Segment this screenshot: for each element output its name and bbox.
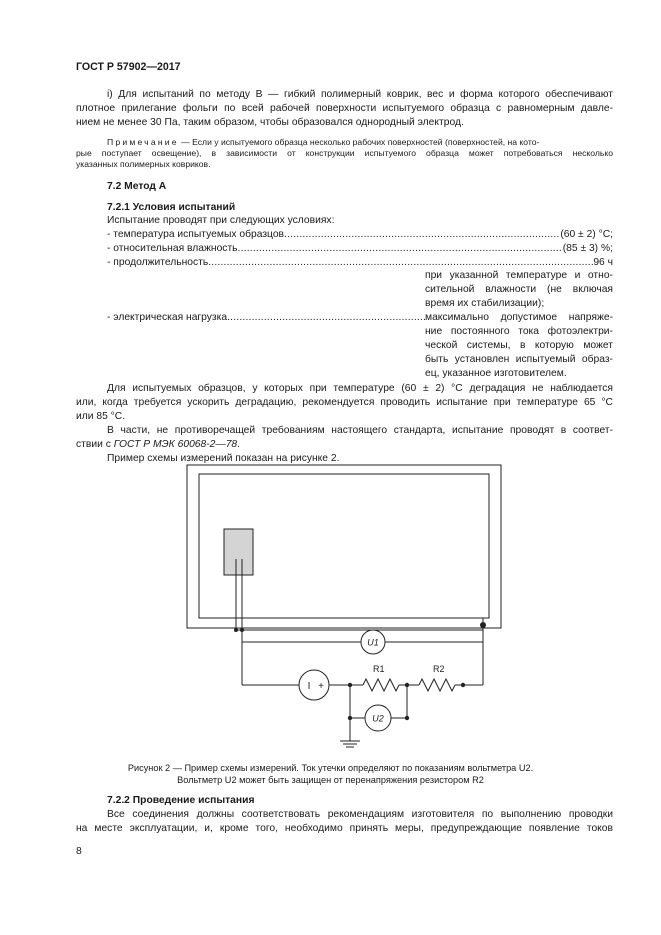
junction-box (224, 529, 253, 575)
source-minus-label: I (307, 681, 311, 692)
u1-label: U1 (367, 637, 379, 648)
source-plus-label: + (318, 681, 324, 692)
note-line-2: рые поступает освещение), в зависимости от конструкции испытуемого образца может потребоваться несколько (76, 148, 613, 158)
junction-dot-left (348, 683, 352, 687)
load-note-1: максимально допустимое напряже- (425, 312, 613, 323)
condition-temperature-label: - температура испытуемых образцов (107, 229, 285, 240)
page-number: 8 (76, 846, 82, 857)
paragraph-2-line-3: или 85 °С. (76, 411, 126, 422)
junction-dot-u2-right (405, 716, 409, 720)
section-7-2-2-line-2: на месте эксплуатации, и, кроме того, необходимо принять меры, предупреждающие появление токов (76, 823, 613, 834)
resistor-r2 (419, 679, 455, 691)
document-id: ГОСТ Р 57902—2017 (76, 61, 181, 73)
intro-line-2: плотное прилегание фольги по всей рабочей поверхности испытуемого образца с равномерным давле- (76, 103, 613, 114)
note-text-1: — Если у испытуемого образца несколько рабочих поверхностей (поверхностей, на кото- (178, 137, 540, 147)
condition-load-label: - электрическая нагрузка (107, 312, 228, 323)
note-label: Примечание (107, 137, 179, 147)
section-7-2-1-title: 7.2.1 Условия испытаний (107, 202, 236, 213)
r2-label: R2 (433, 664, 445, 674)
section-7-2-2-line-1: Все соединения должны соответствовать рекомендациям изготовителя по выполнению проводки (107, 809, 613, 820)
load-note-4: быть установлен испытуемый образ- (425, 354, 613, 365)
figure-intro: Пример схемы измерений показан на рисунке 2. (107, 453, 340, 464)
junction-dot-top-right (480, 622, 486, 628)
duration-note-2: сительной влажности (не включая (425, 284, 613, 295)
section-7-2-2-title: 7.2.2 Проведение испытания (107, 795, 255, 806)
intro-line-1: i) Для испытаний по методу В — гибкий полимерный коврик, вес и форма которого обеспечивают (107, 89, 613, 100)
load-note-3: ческой системы, в которую может (425, 340, 613, 351)
paragraph-2-line-1: Для испытуемых образцов, у которых при температуре (60 ± 2) °С деградация не наблюдается (107, 383, 613, 394)
junction-dot-u2-left (348, 716, 352, 720)
condition-duration-label: - продолжительность (107, 257, 209, 268)
section-7-2-title: 7.2 Метод А (107, 181, 167, 192)
paragraph-3-text: ствии с (76, 439, 114, 450)
standard-reference-link[interactable]: ГОСТ Р МЭК 60068-2—78 (113, 439, 238, 450)
intro-line-3: нием не менее 30 Па, таким образом, чтобы образовался однородный электрод. (76, 117, 464, 128)
resistor-r1 (363, 679, 399, 691)
junction-dot-lead-2 (240, 628, 244, 632)
paragraph-3-line-1: В части, не противоречащей требованиям настоящего стандарта, испытание проводят в соответ- (107, 425, 613, 436)
duration-note-3: время их стабилизации); (425, 298, 545, 309)
conditions-lead: Испытание проводят при следующих условиях: (107, 215, 335, 226)
paragraph-3-end: . (237, 439, 241, 450)
condition-duration-value: 96 ч (593, 257, 613, 268)
r1-label: R1 (373, 664, 385, 674)
junction-dot-middle (405, 683, 409, 687)
condition-humidity-value: (85 ± 3) %; (562, 243, 613, 254)
dc-power-source (299, 670, 329, 700)
junction-dot-right (461, 683, 465, 687)
figure-caption-line-1: Рисунок 2 — Пример схемы измерений. Ток утечки определяют по показаниям вольтметра U2. (127, 763, 534, 773)
u2-label: U2 (372, 713, 384, 724)
condition-temperature-value: (60 ± 2) °С; (560, 229, 613, 240)
paragraph-2-line-2: или, когда требуется ускорить деградацию, рекомендуется проводить испытание при температуре 65 °С (76, 397, 613, 408)
load-note-5: ец, указанное изготовителем. (425, 368, 567, 379)
junction-dot-lead-1 (234, 628, 238, 632)
duration-note-1: при указанной температуре и отно- (425, 270, 613, 281)
note-line-3: указанных полимерных ковриков. (76, 159, 211, 169)
load-note-2: ние постоянного тока фотоэлектри- (425, 326, 613, 337)
condition-humidity-label: - относительная влажность (107, 243, 238, 254)
figure-caption-line-2: Вольтметр U2 может быть защищен от перенапряжения резистором R2 (177, 775, 484, 785)
